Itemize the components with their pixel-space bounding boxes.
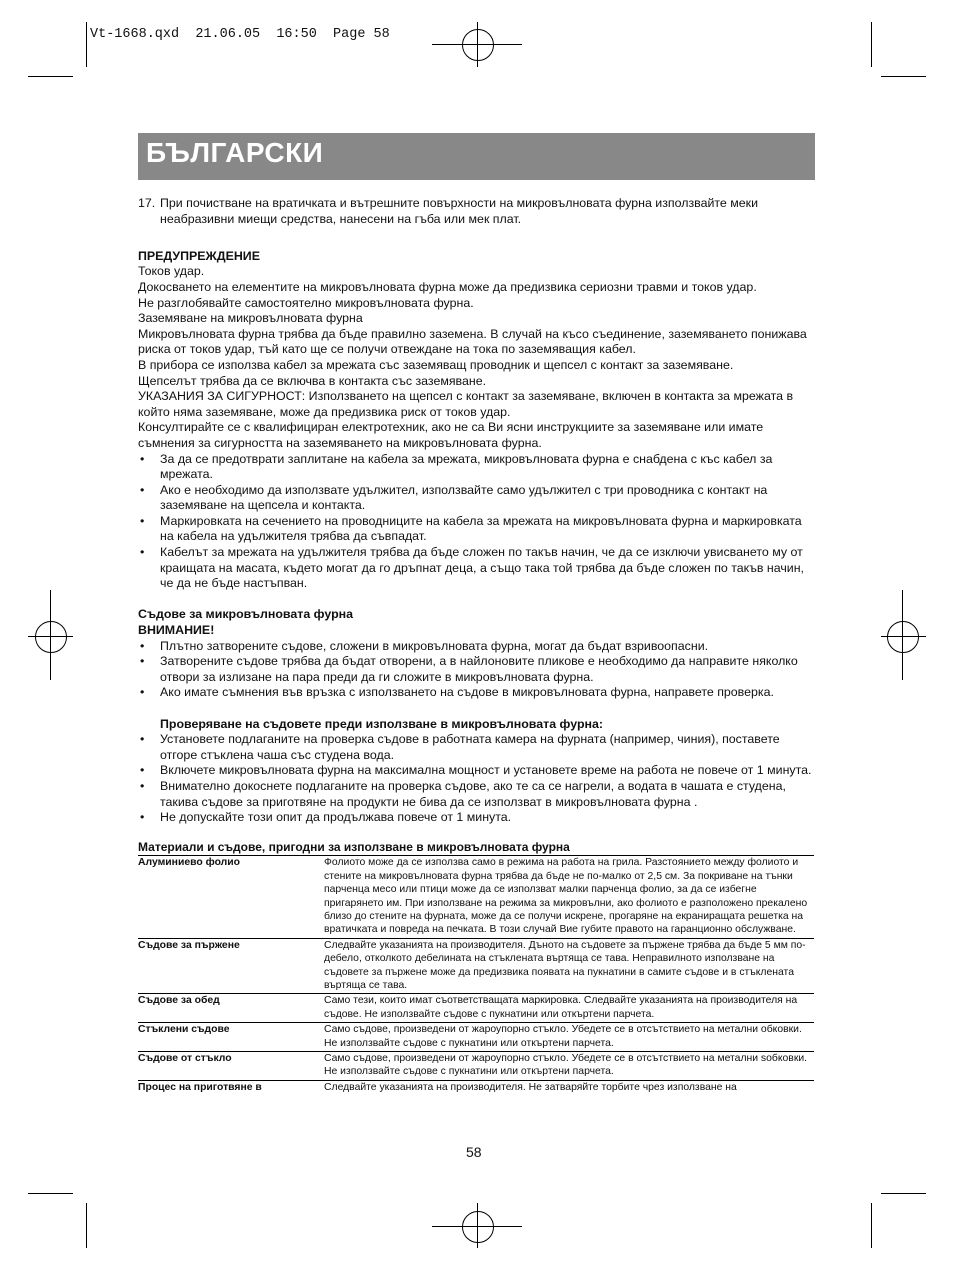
bullet-text: Включете микровълновата фурна на максимална мощност и установете време на работа не повече от 1 минута. [160,763,812,778]
check-heading: Проверяване на съдовете преди използване в микровълновата фурна: [160,716,604,731]
page-content [138,196,814,1095]
language-header [138,133,815,180]
header-title: БЪЛГАРСКИ [146,137,324,168]
bullet-text: Не допускайте този опит да продължава повече от 1 минута. [160,810,512,825]
crop-mark [881,76,926,77]
list-item: • Не допускайте този опит да продължава повече от 1 минута. [140,810,512,825]
material-desc: Фолиото може да се използва само в режима на работа на грила. Разстоянието между фолиото и стените на микровълновата фурна трябва да бъде не по-малко от 2,5 см. За покриване на тънки парченца месо или птици може да се използват малки парченца фолио, за да се избегне пригарянето им. При използване на режима за микровълни, ако фолиото е разположено прекалено близо до стените на фурната, може да се получи искрене, прогаряне на екраниращата решетка на вратичката и повреда на печката. В този случай Вие губите правото на гаранционно обслужване. [324,856,814,938]
registration-line [902,590,903,680]
registration-target [462,1211,494,1243]
crop-mark [871,1203,872,1248]
numbered-item-17 [138,196,814,227]
cookware-heading: Съдове за микровълновата фурна [138,607,354,622]
table-row [138,1052,814,1081]
material-desc: Следвайте указанията на производителя. Дъното на съдовете за пържене трябва да бъде 5 мм по-дебело, отколкото дебелината на стъклената въртяща се тава. Неправилното използване на съдовете за пържене може да предизвика появата на пукнатини в самите съдове и в стъклената въртяща се тава. [324,938,814,994]
crop-mark [881,1193,926,1194]
list-item: • Ако е необходимо да използвате удължител, използвайте само удължител с три проводника с контакт на заземяване на щепсела и контакта. [138,483,814,514]
table-row [138,994,814,1023]
list-item: • Кабелът за мрежата на удължителя трябва да бъде сложен по такъв начин, че да се изключи увисването му от краищата на масата, където могат да го дръпнат деца, а също така той трябва да бъде сложен по такъв начин, че да не бъде настъпван. [138,545,814,592]
material-desc: Само съдове, произведени от жароупорно стъкло. Убедете се в отсътствието на метални sобковки. Не използвайте съдове с пукнатини или откъртени парчета. [324,1052,814,1081]
table-row [138,856,814,938]
warning-line: Токов удар. [138,264,205,279]
registration-target [887,621,919,653]
warning-line: Консултирайте се с квалифициран електротехник, ако не са Ви ясни инструкциите за заземяване или имате съмнения за сигурността на заземяването на микровълновата фурна. [138,420,764,450]
list-item: • Плътно затворените съдове, сложени в микровълновата фурна, могат да бъдат взривоопасни. [140,638,709,653]
bullet-text: Внимателно докоснете подлаганите на проверка съдове, ако те са се нагрели, а водата в чашата е студена, такива съдове за приготвяне на продукти не бива да се използват в микровълновата фурна . [160,778,786,809]
material-desc: Само тези, които имат съответстващата маркировка. Следвайте указанията на производителя на съдове. Не използвайте съдове с пукнатини или откъртени парчета. [324,994,814,1023]
crop-mark [28,1193,73,1194]
crop-mark [86,1203,87,1248]
bullet-text: Ако имате съмнения във връзка с използването на съдове в микровълновата фурна, направете проверка. [160,685,774,700]
warning-heading: ПРЕДУПРЕЖДЕНИЕ [138,248,260,263]
list-item: • Установете подлаганите на проверка съдове в работната камера на фурната (например, чиния), поставете отгоре стъклена чаша със студена вода. [138,732,814,763]
warning-line: Не разглобявайте самостоятелно микровълновата фурна. [138,295,474,310]
bullet-text: Кабелът за мрежата на удължителя трябва да бъде сложен по такъв начин, че да се изключи увисването му от краищата на масата, където могат да го дръпнат деца, а също така той трябва да бъде сложен по такъв начин, че да не бъде настъпван. [160,545,804,591]
crop-mark [28,76,73,77]
table-row [138,1080,814,1095]
material-desc: Следвайте указанията на производителя. Не затваряйте торбите чрез използване на [324,1080,814,1095]
page-number: 58 [466,1144,482,1160]
print-slug: Vt-1668.qxd 21.06.05 16:50 Page 58 [90,27,390,42]
bullet-text: Затворените съдове трябва да бъдат отворени, а в найлоновите пликове е необходимо да направите няколко отвори за излизане на пара преди да ги сложите в микровълновата фурна. [160,654,798,684]
warning-line: УКАЗАНИЯ ЗА СИГУРНОСТ: Използването на щепсел с контакт за заземяване, включен в контакта за мрежата в който няма заземяване, може да предизвика риск от токов удар. [138,389,794,419]
bullet-text: Установете подлаганите на проверка съдове в работната камера на фурната (например, чиния), поставете отгоре стъклена чаша със студена вода. [160,732,780,762]
material-name: Съдове за обед [138,994,324,1023]
warning-line: Щепселът трябва да се включва в контакта със заземяване. [138,373,487,388]
material-name: Съдове от стъкло [138,1052,324,1081]
item-number: 17. [138,196,156,210]
table-row [138,1023,814,1052]
registration-line [432,1226,522,1227]
materials-table [138,855,814,1095]
material-name: Алуминиево фолио [138,856,324,938]
list-item: • Включете микровълновата фурна на максимална мощност и установете време на работа не повече от 1 минута. [140,763,812,778]
material-name: Процес на приготвяне в [138,1080,324,1095]
material-name: Стъклени съдове [138,1023,324,1052]
warning-line: Микровълновата фурна трябва да бъде правилно заземена. В случай на късо съединение, заземяването понижава риска от токов удар, тъй като ще се получи отвеждане на тока по заземяващия кабел. [138,326,807,357]
registration-line [881,636,926,637]
attention-heading: ВНИМАНИЕ! [138,623,215,638]
crop-mark [871,22,872,67]
materials-heading: Материали и съдове, пригодни за използване в микровълновата фурна [138,839,570,854]
crop-mark [86,22,87,67]
bullet-text: Маркировката на сечението на проводниците на кабела за мрежата на микровълновата фурна и маркировката на кабела на удължителя трябва да съвпадат. [160,513,802,544]
registration-line [432,44,522,45]
table-row [138,938,814,994]
registration-target [35,621,67,653]
material-desc: Само съдове, произведени от жароупорно стъкло. Убедете се в отсътствието на метални обковки. Не използвайте съдове с пукнатини или откъртени парчета. [324,1023,814,1052]
warning-line: Заземяване на микровълновата фурна [138,311,363,326]
registration-line [28,636,73,637]
warning-line: В прибора се използва кабел за мрежата със заземяващ проводник и щепсел с контакт за заземяване. [138,357,734,372]
warning-line: Докосването на елементите на микровълновата фурна може да предизвика сериозни травми и токов удар. [138,279,757,294]
item-text: При почистване на вратичката и вътрешните повърхности на микровълновата фурна използвайте меки неабразивни миещи средства, нанесени на гъба или мек плат. [160,196,759,226]
list-item: • Внимателно докоснете подлаганите на проверка съдове, ако те са се нагрели, а водата в чашата е студена, такива съдове за приготвяне на продукти не бива да се използват в микровълновата фурна . [138,779,814,810]
registration-line [50,590,51,680]
list-item: • Затворените съдове трябва да бъдат отворени, а в найлоновите пликове е необходимо да направите няколко отвори за излизане на пара преди да ги сложите в микровълновата фурна. [138,654,814,685]
registration-target [462,29,494,61]
material-name: Съдове за пържене [138,938,324,994]
list-item: • За да се предотврати заплитане на кабела за мрежата, микровълновата фурна е снабдена с къс кабел за мрежата. [138,452,814,483]
list-item: • Ако имате съмнения във връзка с използването на съдове в микровълновата фурна, направете проверка. [140,685,774,700]
bullet-text: За да се предотврати заплитане на кабела за мрежата, микровълновата фурна е снабдена с къс кабел за мрежата. [160,451,773,482]
bullet-text: Плътно затворените съдове, сложени в микровълновата фурна, могат да бъдат взривоопасни. [160,638,709,653]
bullet-text: Ако е необходимо да използвате удължител, използвайте само удължител с три проводника с контакт на заземяване на щепсела и контакта. [160,482,768,513]
list-item: • Маркировката на сечението на проводниците на кабела за мрежата на микровълновата фурна и маркировката на кабела на удължителя трябва да съвпадат. [138,514,814,545]
